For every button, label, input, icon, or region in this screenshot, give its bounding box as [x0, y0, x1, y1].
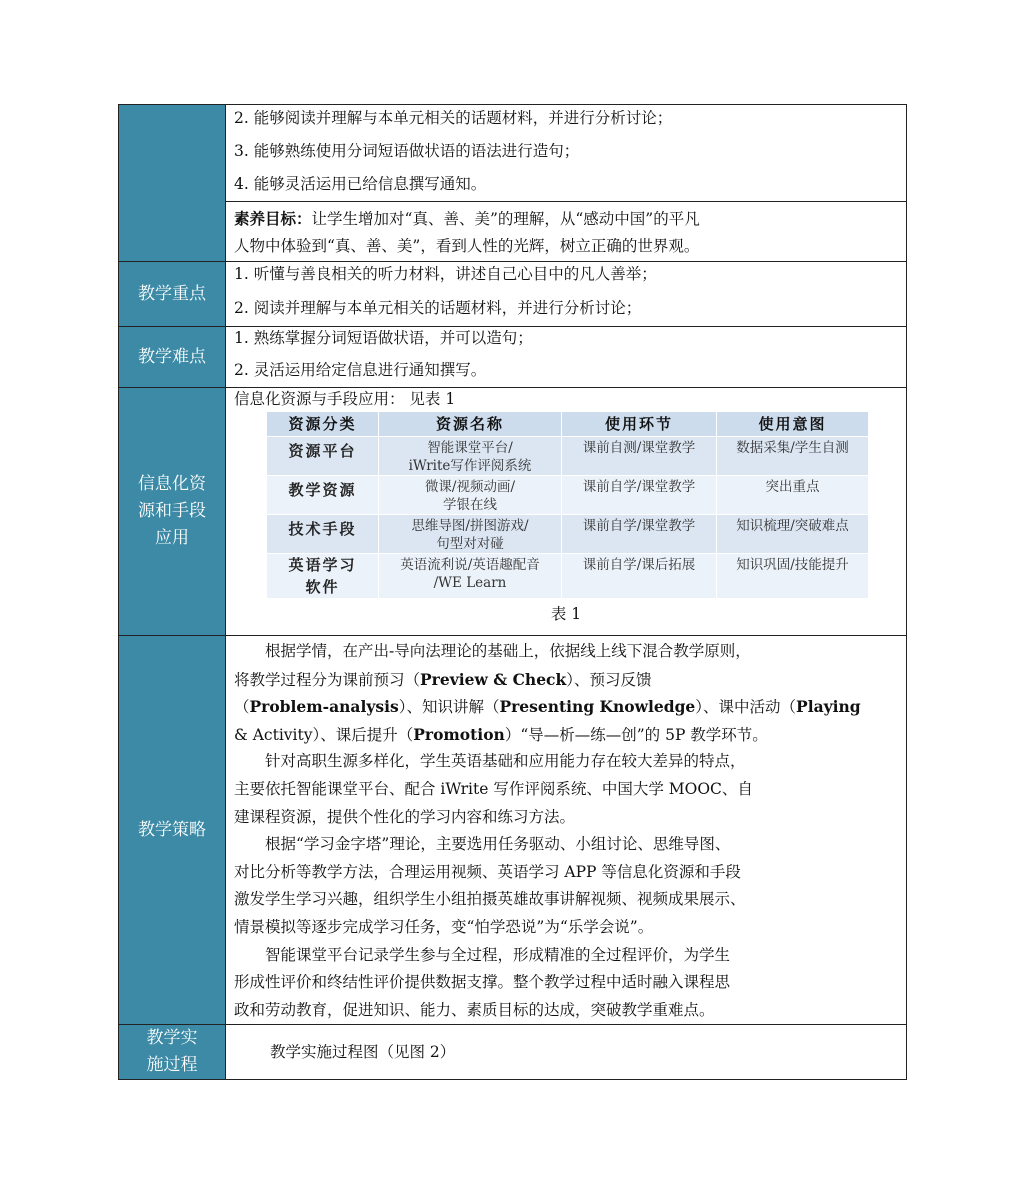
table-caption: 表 1 [550, 605, 582, 623]
resource-table-row [267, 437, 869, 476]
resource-name-line: 智能课堂平台/ [427, 440, 513, 456]
paragraph-line: 针对高职生源多样化，学生英语基础和应用能力存在较大差异的特点， [265, 752, 746, 771]
literacy-label: 素养目标： [234, 209, 312, 228]
paragraph-line: 根据“学习金字塔”理论，主要选用任务驱动、小组讨论、思维导图、 [265, 835, 731, 854]
literacy-line [226, 201, 906, 233]
paragraph-line: 形成性评价和终结性评价提供数据支撑。整个教学过程中适时融入课程思 [234, 973, 731, 992]
resource-name-line: 句型对对碰 [436, 536, 504, 552]
resource-stage: 课前自学/课堂教学 [562, 515, 717, 554]
resource-stage: 课前自测/课堂教学 [562, 437, 717, 476]
resources-label [119, 388, 226, 636]
resource-header-cell: 使用环节 [562, 412, 717, 437]
resource-name [379, 554, 562, 599]
text-span: ）、知识讲解（ [398, 698, 500, 717]
strategy-row [119, 636, 907, 1025]
paragraph-line [234, 721, 898, 749]
paragraph-line: 政和劳动教育，促进知识、能力、素质目标的达成，突破教学重难点。 [234, 1000, 715, 1019]
resource-name-line: 英语流利说/英语趣配音 [400, 557, 540, 573]
term-problem: Problem-analysis [249, 697, 399, 717]
resources-row [119, 388, 907, 636]
text-span: & Activity）、课后提升（ [234, 725, 414, 744]
text-span: （ [234, 698, 250, 717]
resource-stage: 课前自学/课后拓展 [562, 554, 717, 599]
strategy-paragraph [234, 942, 898, 1025]
resource-purpose: 知识巩固/技能提升 [717, 554, 869, 599]
resource-table-row [267, 554, 869, 599]
resource-category-text: 技术手段 [288, 520, 357, 538]
literacy-text: 让学生增加对“真、善、美”的理解，从“感动中国”的平凡 [311, 210, 700, 228]
text-span: ）、预习反馈 [566, 670, 652, 689]
objectives-content [226, 105, 907, 262]
resource-name [379, 515, 562, 554]
objectives-row [119, 105, 907, 262]
paragraph-line: 建课程资源，提供个性化的学习内容和练习方法。 [234, 807, 576, 826]
strategy-paragraph [234, 638, 898, 748]
resource-category-text: 教学资源 [288, 481, 357, 499]
key-points-label: 教学重点 [119, 262, 226, 327]
resource-name [379, 437, 562, 476]
resource-name-line: 学银在线 [443, 497, 497, 513]
term-presenting: Presenting Knowledge [499, 697, 696, 717]
paragraph-line: 主要依托智能课堂平台、配合 iWrite 写作评阅系统、中国大学 MOOC、自 [234, 779, 753, 798]
paragraph-line: 对比分析等教学方法，合理运用视频、英语学习 APP 等信息化资源和手段 [234, 862, 741, 881]
resource-category-text: 资源平台 [288, 442, 357, 460]
resource-purpose: 突出重点 [717, 476, 869, 515]
difficulty-line: 1. 熟练掌握分词短语做状语，并可以造句； [234, 329, 533, 347]
paragraph-line [234, 666, 898, 694]
objective-line: 3. 能够熟练使用分词短语做状语的语法进行造句； [234, 142, 580, 160]
difficulties-content [226, 327, 907, 388]
resource-name-line: /WE Learn [433, 575, 507, 591]
objective-line: 4. 能够灵活运用已给信息撰写通知。 [234, 175, 487, 193]
key-points-content [226, 262, 907, 327]
resource-header-cell: 使用意图 [717, 412, 869, 437]
resource-name-line: iWrite写作评阅系统 [408, 458, 532, 474]
resource-table-row [267, 476, 869, 515]
resource-category [267, 437, 379, 476]
text-span: ）“导—析—练—创”的 5P 教学环节。 [504, 725, 768, 744]
paragraph-line: 智能课堂平台记录学生参与全过程，形成精准的全过程评价，为学生 [265, 945, 731, 964]
resource-category-text: 软件 [305, 578, 340, 596]
resource-purpose: 数据采集/学生自测 [717, 437, 869, 476]
difficulties-row [119, 327, 907, 388]
resource-header-cell: 资源名称 [379, 412, 562, 437]
key-point-line: 2. 阅读并理解与本单元相关的话题材料，并进行分析讨论； [234, 299, 642, 317]
text-span: ）、课中活动（ [695, 698, 797, 717]
resource-name-line: 微课/视频动画/ [424, 479, 516, 495]
paragraph-line [234, 693, 898, 721]
resource-name-line: 思维导图/拼图游戏/ [411, 518, 529, 534]
objective-line: 2. 能够阅读并理解与本单元相关的话题材料，并进行分析讨论； [234, 109, 673, 127]
difficulties-label: 教学难点 [119, 327, 226, 388]
implementation-label [119, 1025, 226, 1080]
resources-label-line: 源和手段 [138, 501, 206, 521]
key-points-row [119, 262, 907, 327]
strategy-content [226, 636, 907, 1025]
term-preview: Preview & Check [420, 669, 567, 689]
strategy-paragraph [234, 748, 898, 831]
paragraph-line: 根据学情，在产出-导向法理论的基础上，依据线上线下混合教学原则， [265, 642, 751, 660]
resource-stage: 课前自学/课堂教学 [562, 476, 717, 515]
resource-table-header [267, 412, 869, 437]
implementation-content [226, 1025, 907, 1080]
key-point-line: 1. 听懂与善良相关的听力材料，讲述自己心目中的凡人善举； [234, 265, 657, 283]
paragraph-line: 激发学生学习兴趣，组织学生小组拍摄英雄故事讲解视频、视频成果展示、 [234, 890, 746, 909]
paragraph-line: 情景模拟等逐步完成学习任务，变“怕学恐说”为“乐学会说”。 [234, 917, 654, 936]
term-promotion: Promotion [413, 724, 505, 744]
resource-header-cell: 资源分类 [267, 412, 379, 437]
implementation-label-line: 施过程 [146, 1055, 198, 1076]
resources-label-line: 应用 [155, 528, 189, 548]
text-span: 将教学过程分为课前预习（ [234, 670, 421, 689]
resource-category [267, 515, 379, 554]
implementation-row [119, 1025, 907, 1080]
resource-category-text: 英语学习 [288, 556, 357, 574]
resource-category [267, 554, 379, 599]
implementation-label-line: 教学实 [146, 1028, 198, 1049]
resource-table [266, 411, 869, 599]
strategy-paragraph [234, 831, 898, 941]
resource-name [379, 476, 562, 515]
difficulty-line: 2. 灵活运用给定信息进行通知撰写。 [234, 361, 487, 379]
resource-purpose: 知识梳理/突破难点 [717, 515, 869, 554]
lesson-plan-table [118, 104, 907, 1080]
objectives-label-cell [119, 105, 226, 262]
resource-table-row [267, 515, 869, 554]
term-playing: Playing [796, 697, 861, 717]
strategy-label: 教学策略 [119, 636, 226, 1025]
resources-content [226, 388, 907, 636]
resource-category [267, 476, 379, 515]
resources-label-line: 信息化资 [138, 474, 206, 494]
implementation-text: 教学实施过程图（见图 2） [270, 1042, 456, 1061]
resources-intro: 信息化资源与手段应用： 见表 1 [234, 390, 456, 408]
literacy-line: 人物中体验到“真、善、美”，看到人性的光辉，树立正确的世界观。 [234, 237, 700, 255]
